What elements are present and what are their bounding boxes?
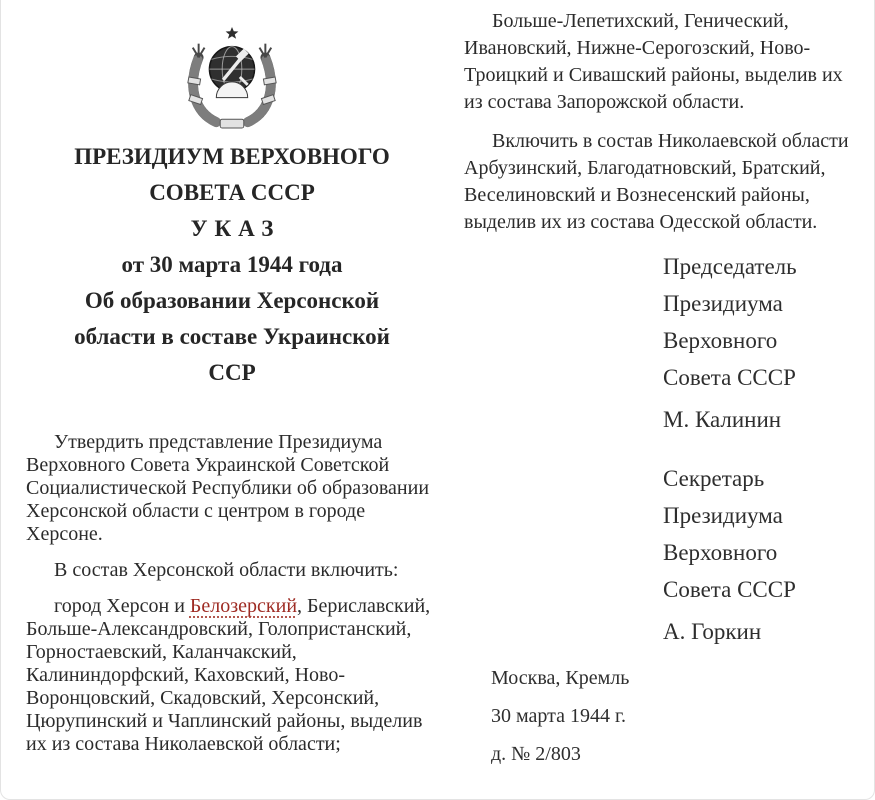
doc-date-heading: от 30 марта 1944 года <box>121 252 343 277</box>
footer-date: 30 марта 1944 г. <box>491 705 626 727</box>
document-footer <box>491 668 864 764</box>
org-name-line1: ПРЕЗИДИУМ ВЕРХОВНОГО <box>74 144 390 169</box>
right-column <box>464 0 864 764</box>
districts-text-before: город Херсон и <box>54 595 190 617</box>
footer-doc-number: д. № 2/803 <box>491 743 581 765</box>
secretary-name: А. Горкин <box>663 619 762 644</box>
left-column <box>26 0 438 756</box>
chairman-role-line3: Верховного <box>663 328 778 353</box>
signature-block-secretary <box>663 460 864 650</box>
paragraph-approval: Утвердить представление Президиума Верховного Совета Украинской Советской Социалистической Республики об образовании Херсонской области с центром в городе Херсоне. <box>26 431 430 545</box>
secretary-role-line4: Совета СССР <box>663 577 796 602</box>
chairman-role-line4: Совета СССР <box>663 365 796 390</box>
belozersky-link[interactable]: Белозерский <box>189 595 298 617</box>
paragraph-kherson-districts <box>26 595 438 756</box>
ussr-state-emblem-icon <box>173 26 291 130</box>
org-name-line2: СОВЕТА СССР <box>149 180 315 205</box>
paragraph-zaporozhye-districts: Больше-Лепетихский, Генический, Ивановский, Нижне-Серогозский, Ново-Троицкий и Сивашский районы, выделив их из состава Запорожской области. <box>464 10 843 113</box>
secretary-role-line2: Президиума <box>663 503 783 528</box>
paragraph-include-intro: В состав Херсонской области включить: <box>54 559 399 581</box>
document-header <box>26 139 438 391</box>
secretary-role-line1: Секретарь <box>663 466 765 491</box>
districts-text-after: , Бериславский, Больше-Александровский, Голопристанский, Горностаевский, Каланчакский, Калининдорфский, Каховский, Ново-Воронцовский, Скадовский, Херсонский, Цюрупинский и Чаплинский районы, выделив их из состава Николаевской области; <box>26 595 431 755</box>
doc-title-line1: Об образовании Херсонской <box>84 288 380 313</box>
star-icon <box>226 27 239 39</box>
secretary-role-line3: Верховного <box>663 540 778 565</box>
emblem-container <box>26 0 438 135</box>
signature-block-chairman <box>663 248 864 438</box>
doc-title-line2: области в составе Украинской <box>74 324 390 349</box>
chairman-name: М. Калинин <box>663 407 782 432</box>
doc-title-line3: ССР <box>208 360 256 385</box>
footer-place: Москва, Кремль <box>491 667 630 689</box>
paragraph-nikolaev-districts: Включить в состав Николаевской области Арбузинский, Благодатновский, Братский, Веселиновский и Вознесенский районы, выделив их из состава Одесской области. <box>464 130 849 233</box>
chairman-role-line2: Президиума <box>663 291 783 316</box>
chairman-role-line1: Председатель <box>663 254 797 279</box>
doc-type-heading: УКАЗ <box>190 216 281 241</box>
